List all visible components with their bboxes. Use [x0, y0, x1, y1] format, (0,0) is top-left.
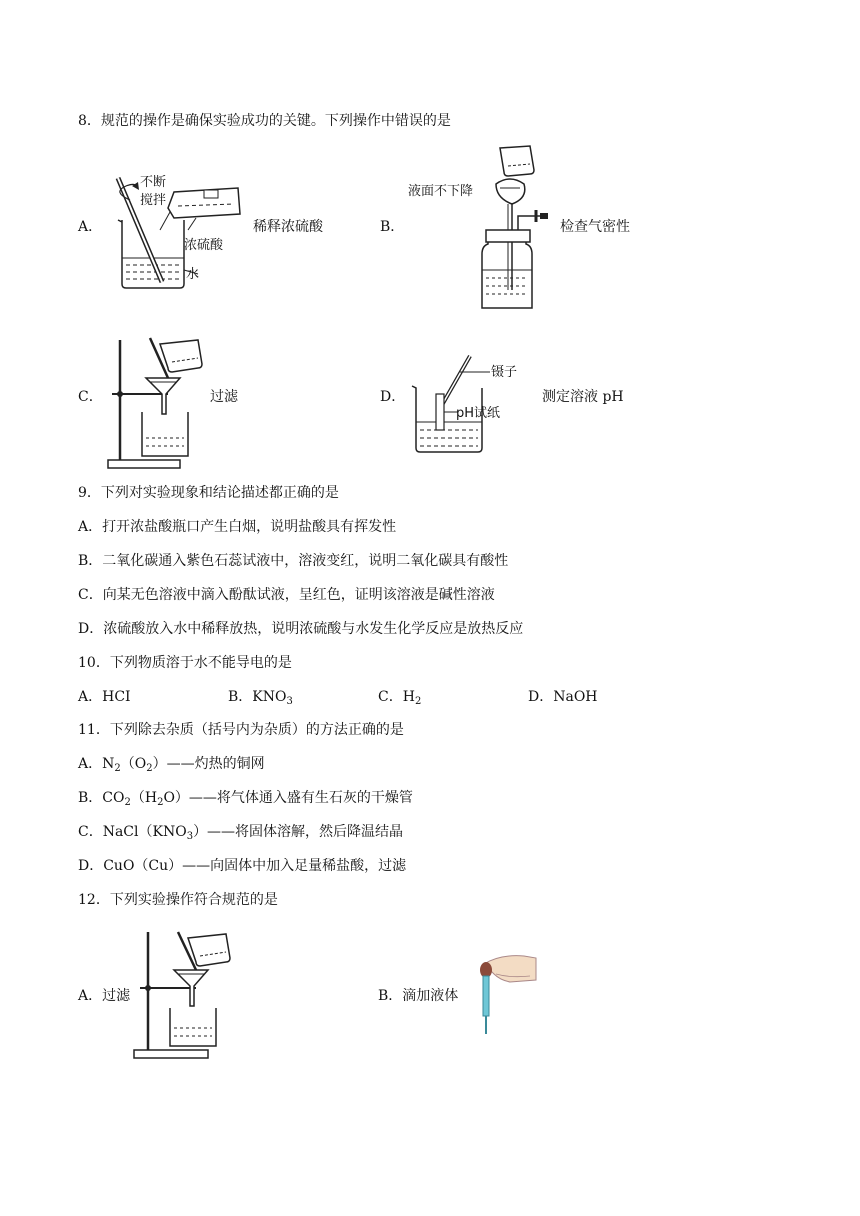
- dilute-acid-figure: [108, 170, 258, 295]
- q8-a-acid-label: 浓硫酸: [184, 238, 224, 253]
- q8-stem: 8．规范的操作是确保实验成功的关键。下列操作中错误的是: [78, 113, 451, 129]
- ph-test-figure: [408, 352, 501, 456]
- filtration-figure-c: [104, 334, 214, 472]
- airtightness-figure: [470, 140, 560, 315]
- q11-option-c: C．$NaCl(KNO_3)——$将固体溶解，然后降温结晶: [78, 824, 404, 842]
- q8-d-tweezers-label: 镊子: [491, 365, 518, 380]
- q9-option-d: D．浓硫酸放入水中稀释放热，说明浓硫酸与水发生化学反应是放热反应: [78, 621, 524, 637]
- dropper-figure: [470, 950, 540, 1040]
- q8-option-c-letter: C．: [78, 389, 103, 405]
- q8-option-a-letter: A．: [78, 219, 103, 235]
- q11-option-b: B．$CO_2(H_2O)——$将气体通入盛有生石灰的干燥管: [78, 790, 413, 808]
- q9-option-c: C．向某无色溶液中滴入酚酞试液，呈红色，证明该溶液是碱性溶液: [78, 587, 495, 603]
- q10-option-d: D．NaOH: [528, 689, 598, 705]
- q8-a-water-label: 水: [186, 267, 200, 282]
- q8-a-stir-label-2: 搅拌: [140, 193, 167, 208]
- q9-option-a: A．打开浓盐酸瓶口产生白烟，说明盐酸具有挥发性: [78, 519, 397, 535]
- q10-option-c: C．$H_2$: [378, 689, 422, 707]
- q12-option-b: B．滴加液体: [378, 988, 459, 1004]
- q11-stem: 11．下列除去杂质（括号内为杂质）的方法正确的是: [78, 722, 404, 738]
- q12-option-a: A．过滤: [78, 988, 131, 1004]
- q10-stem: 10．下列物质溶于水不能导电的是: [78, 655, 292, 671]
- q8-d-paper-label: pH试纸: [456, 406, 501, 421]
- q8-option-b-letter: B．: [380, 219, 405, 235]
- q9-option-b: B．二氧化碳通入紫色石蕊试液中，溶液变红，说明二氧化碳具有酸性: [78, 553, 509, 569]
- q10-option-a: A．HCI: [78, 689, 131, 705]
- q8-option-a-caption: 稀释浓硫酸: [253, 219, 323, 235]
- q8-option-c-caption: 过滤: [210, 389, 238, 405]
- q9-stem: 9．下列对实验现象和结论描述都正确的是: [78, 485, 339, 501]
- q11-option-d: D．CuO（Cu）——向固体中加入足量稀盐酸，过滤: [78, 858, 407, 874]
- q8-option-d-letter: D．: [380, 389, 406, 405]
- q8-option-b-caption: 检查气密性: [560, 219, 630, 235]
- q11-option-a: A．$N_2(O_2)——$灼热的铜网: [78, 756, 265, 774]
- q12-stem: 12．下列实验操作符合规范的是: [78, 892, 278, 908]
- q8-option-d-caption: 测定溶液 pH: [542, 389, 624, 405]
- q10-option-b: B．$KNO_3$: [228, 689, 293, 707]
- q8-a-stir-label-1: 不断: [140, 175, 167, 190]
- filtration-figure-q12: [130, 928, 240, 1062]
- q8-b-level-label: 液面不下降: [408, 184, 474, 199]
